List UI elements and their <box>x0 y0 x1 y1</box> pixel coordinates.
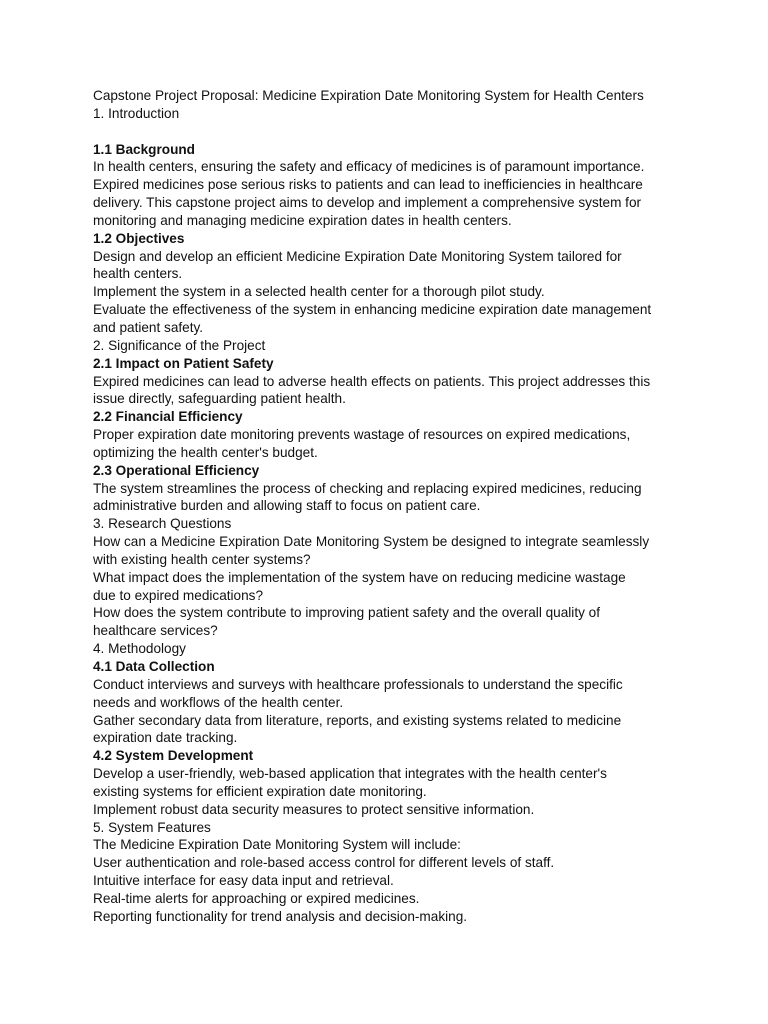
research-question-line: healthcare services? <box>93 623 218 639</box>
system-feature-item: User authentication and role-based access control for different levels of staff. <box>93 855 555 871</box>
objective-line: Design and develop an efficient Medicine Expiration Date Monitoring System tailored for <box>93 248 622 264</box>
objective-line: Implement the system in a selected health center for a thorough pilot study. <box>93 284 545 300</box>
patient-safety-line: Expired medicines can lead to adverse health effects on patients. This project addresses this <box>93 373 651 389</box>
subsection-heading-system-development: 4.2 System Development <box>93 748 254 764</box>
system-features-intro: The Medicine Expiration Date Monitoring System will include: <box>93 837 461 853</box>
operational-efficiency-line: The system streamlines the process of checking and replacing expired medicines, reducing <box>93 480 642 496</box>
system-development-line: Implement robust data security measures to protect sensitive information. <box>93 801 535 817</box>
subsection-heading-operational-efficiency: 2.3 Operational Efficiency <box>93 462 260 478</box>
section-heading-methodology: 4. Methodology <box>93 641 186 657</box>
financial-efficiency-line: Proper expiration date monitoring prevents wastage of resources on expired medications, <box>93 427 631 443</box>
background-line: Expired medicines pose serious risks to patients and can lead to inefficiencies in healthcare <box>93 177 643 193</box>
objective-line: and patient safety. <box>93 319 204 335</box>
operational-efficiency-line: administrative burden and allowing staff to focus on patient care. <box>93 498 481 514</box>
data-collection-line: expiration date tracking. <box>93 730 238 746</box>
research-question-line: How can a Medicine Expiration Date Monitoring System be designed to integrate seamlessly <box>93 534 650 550</box>
research-question-line: due to expired medications? <box>93 587 264 603</box>
objective-line: Evaluate the effectiveness of the system in enhancing medicine expiration date management <box>93 302 652 318</box>
system-development-line: existing systems for efficient expiration date monitoring. <box>93 783 427 799</box>
system-development-line: Develop a user-friendly, web-based application that integrates with the health center's <box>93 766 607 782</box>
data-collection-line: Conduct interviews and surveys with healthcare professionals to understand the specific <box>93 676 623 692</box>
objective-line: health centers. <box>93 266 183 282</box>
system-feature-item: Reporting functionality for trend analysis and decision-making. <box>93 908 468 924</box>
system-feature-item: Real-time alerts for approaching or expired medicines. <box>93 890 420 906</box>
subsection-heading-patient-safety: 2.1 Impact on Patient Safety <box>93 355 274 371</box>
subsection-heading-background: 1.1 Background <box>93 141 195 157</box>
research-question-line: How does the system contribute to improving patient safety and the overall quality of <box>93 605 601 621</box>
section-heading-significance: 2. Significance of the Project <box>93 337 266 353</box>
background-line: monitoring and managing medicine expiration dates in health centers. <box>93 212 512 228</box>
financial-efficiency-line: optimizing the health center's budget. <box>93 444 318 460</box>
background-line: In health centers, ensuring the safety and efficacy of medicines is of paramount importance. <box>93 159 645 175</box>
patient-safety-line: issue directly, safeguarding patient health. <box>93 391 346 407</box>
data-collection-line: Gather secondary data from literature, reports, and existing systems related to medicine <box>93 712 622 728</box>
system-feature-item: Intuitive interface for easy data input and retrieval. <box>93 873 394 889</box>
section-heading-introduction: 1. Introduction <box>93 105 180 121</box>
document-page <box>93 87 733 926</box>
section-heading-research-questions: 3. Research Questions <box>93 516 232 532</box>
subsection-heading-objectives: 1.2 Objectives <box>93 230 185 246</box>
subsection-heading-data-collection: 4.1 Data Collection <box>93 659 215 674</box>
data-collection-line: needs and workflows of the health center. <box>93 694 344 710</box>
blank-line <box>93 123 733 141</box>
research-question-line: What impact does the implementation of the system have on reducing medicine wastage <box>93 569 626 585</box>
document-title: Capstone Project Proposal: Medicine Expiration Date Monitoring System for Health Centers <box>93 88 644 103</box>
research-question-line: with existing health center systems? <box>93 551 311 567</box>
subsection-heading-financial-efficiency: 2.2 Financial Efficiency <box>93 409 243 425</box>
background-line: delivery. This capstone project aims to develop and implement a comprehensive system for <box>93 195 642 211</box>
section-heading-system-features: 5. System Features <box>93 819 211 835</box>
